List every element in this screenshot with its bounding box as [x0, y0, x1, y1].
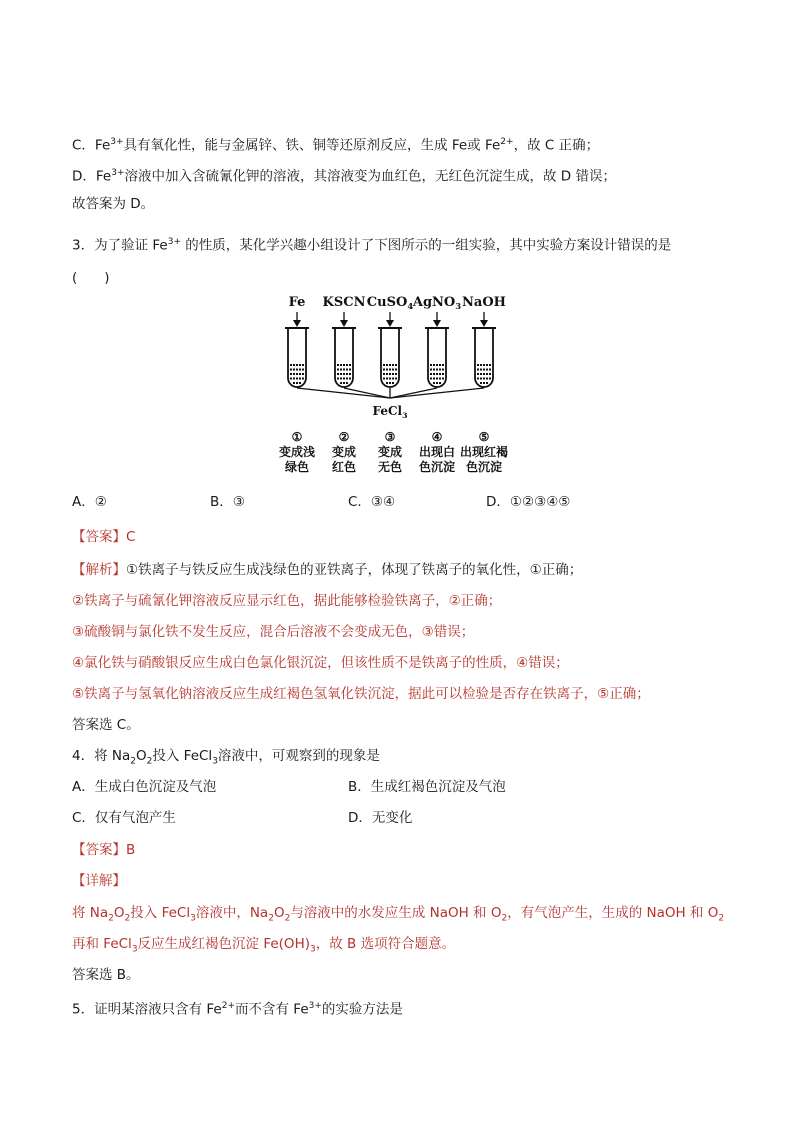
liquid-dot [290, 369, 292, 371]
liquid-dot [477, 369, 479, 371]
liquid-dot [486, 382, 488, 384]
superscript: 3+ [110, 137, 124, 147]
liquid-dot [302, 364, 304, 366]
text: ，故 B 选项符合题意。 [315, 936, 456, 952]
liquid-dot [442, 378, 444, 380]
liquid-dot [299, 382, 301, 384]
liquid-dot [436, 382, 438, 384]
liquid-dot [343, 382, 345, 384]
liquid-dot [346, 378, 348, 380]
answer-conclusion-4: 答案选 B。 [72, 967, 140, 983]
liquid-dot [433, 373, 435, 375]
liquid-dot [346, 369, 348, 371]
liquid-dot [395, 369, 397, 371]
text: 3．为了验证 Fe [72, 237, 168, 254]
liquid-dot [296, 378, 298, 380]
liquid-dot [343, 378, 345, 380]
subscript: 2 [501, 913, 508, 924]
liquid-dot [299, 373, 301, 375]
liquid-dot [480, 378, 482, 380]
liquid-dot [486, 373, 488, 375]
text: 5．证明某溶液只含有 Fe [72, 1001, 222, 1018]
explanation-3-line-5: ⑤铁离子与氢氧化钠溶液反应生成红褐色氢氧化铁沉淀，据此可以检验是否存在铁离子，⑤正确； [72, 686, 650, 702]
liquid-dot [392, 382, 394, 384]
liquid-dot [486, 378, 488, 380]
text: C．Fe [72, 137, 111, 154]
observation-line-2: 绿色 [284, 460, 310, 474]
dropper-arrow [386, 320, 394, 327]
liquid-dot [439, 378, 441, 380]
liquid-dot [483, 378, 485, 380]
option-c: C．③④ [348, 494, 396, 510]
liquid-dot [483, 369, 485, 371]
explanation-3-line-4: ④氯化铁与硝酸银反应生成白色氯化银沉淀，但该性质不是铁离子的性质，④错误； [72, 655, 569, 671]
liquid-dot [483, 382, 485, 384]
liquid-dot [346, 382, 348, 384]
subscript: 3 [131, 944, 138, 955]
liquid-dot [302, 369, 304, 371]
liquid-dot [436, 369, 438, 371]
subscript: 2 [718, 913, 725, 924]
text: 反应生成红褐色沉淀 Fe(OH) [137, 936, 310, 952]
liquid-dot [480, 373, 482, 375]
observation-line-1: 变成 [377, 445, 403, 459]
superscript: 3+ [111, 168, 125, 178]
liquid-dot [343, 369, 345, 371]
liquid-dot [392, 378, 394, 380]
connector-line [390, 388, 437, 398]
q4-option-c: C．仅有气泡产生 [72, 810, 176, 826]
liquid-dot [395, 378, 397, 380]
q4-option-a: A．生成白色沉淀及气泡 [72, 779, 217, 795]
dropper-arrow [340, 320, 348, 327]
subscript: 3 [212, 756, 218, 767]
liquid-dot [383, 378, 385, 380]
subscript: 3 [190, 913, 196, 924]
liquid-dot [293, 369, 295, 371]
liquid-dot [486, 369, 488, 371]
liquid-dot [349, 364, 351, 366]
answer-conclusion-3: 答案选 C。 [72, 717, 140, 733]
liquid-dot [349, 373, 351, 375]
explanation-3-line-3: ③硫酸铜与氯化铁不发生反应，混合后溶液不会变成无色，③错误； [72, 624, 475, 640]
experiment-number: ⑤ [478, 430, 490, 444]
reagent-label: CuSO$_4$ [366, 295, 414, 311]
liquid-dot [477, 364, 479, 366]
liquid-dot [337, 364, 339, 366]
liquid-dot [383, 373, 385, 375]
liquid-dot [299, 369, 301, 371]
liquid-dot [343, 364, 345, 366]
liquid-dot [483, 364, 485, 366]
answer-conclusion-2: 故答案为 D。 [72, 196, 155, 212]
liquid-dot [439, 369, 441, 371]
observation-line-2: 红色 [331, 460, 357, 474]
liquid-dot [386, 373, 388, 375]
option-a: A．② [72, 494, 107, 510]
option-d: D．①②③④⑤ [486, 494, 571, 510]
option-b: B．③ [210, 494, 245, 510]
connector-line [390, 388, 484, 398]
liquid-dot [489, 373, 491, 375]
liquid-dot [480, 369, 482, 371]
liquid-dot [386, 364, 388, 366]
liquid-dot [346, 364, 348, 366]
explanation-label: 【解析】 [72, 562, 126, 578]
liquid-dot [290, 373, 292, 375]
text: O [113, 905, 125, 921]
text: 溶液中加入含硫氰化钾的溶液，其溶液变为血红色，无红色沉淀生成，故 D 错误； [124, 168, 616, 185]
text: 的性质，某化学兴趣小组设计了下图所示的一组实验，其中实验方案设计错误的是 [181, 237, 672, 254]
liquid-dot [389, 369, 391, 371]
liquid-dot [389, 373, 391, 375]
liquid-dot [395, 364, 397, 366]
text: O [136, 748, 147, 764]
observation-line-1: 变成 [331, 445, 357, 459]
observation-line-2: 色沉淀 [465, 460, 503, 474]
liquid-dot [477, 373, 479, 375]
liquid-dot [389, 382, 391, 384]
question-4 [72, 746, 380, 772]
liquid-dot [337, 369, 339, 371]
answer-line-c [72, 132, 599, 156]
answer-label-4: 【答案】B [72, 842, 136, 858]
liquid-dot [442, 364, 444, 366]
text: 溶液中，可观察到的现象是 [217, 748, 380, 764]
liquid-dot [392, 364, 394, 366]
liquid-dot [340, 369, 342, 371]
liquid-dot [340, 382, 342, 384]
text: 而不含有 Fe [235, 1001, 309, 1018]
reagent-label: Fe [288, 295, 306, 310]
text: 与溶液中的水发应生成 NaOH 和 O [290, 905, 502, 921]
liquid-dot [293, 378, 295, 380]
reagent-label: AgNO$_3$ [412, 295, 462, 311]
liquid-dot [293, 364, 295, 366]
liquid-dot [340, 373, 342, 375]
dropper-arrow [480, 320, 488, 327]
dropper-arrow [433, 320, 441, 327]
liquid-dot [395, 373, 397, 375]
liquid-dot [480, 382, 482, 384]
explanation-3-line-2: ②铁离子与硫氰化钾溶液反应显示红色，据此能够检验铁离子，②正确； [72, 593, 502, 609]
reagent-label: KSCN [322, 295, 366, 310]
liquid-dot [386, 378, 388, 380]
text: 将 Na [72, 905, 109, 921]
question-3 [72, 232, 671, 256]
text: D．Fe [72, 168, 112, 185]
liquid-dot [346, 373, 348, 375]
liquid-dot [389, 378, 391, 380]
liquid-dot [349, 378, 351, 380]
liquid-dot [383, 369, 385, 371]
dropper-arrow [293, 320, 301, 327]
liquid-dot [480, 364, 482, 366]
text: 4．将 Na [72, 748, 131, 764]
liquid-dot [299, 378, 301, 380]
liquid-dot [296, 364, 298, 366]
liquid-dot [302, 378, 304, 380]
explanation-3-line-1 [72, 560, 582, 580]
subscript: 2 [124, 913, 131, 924]
experiment-number: ④ [431, 430, 443, 444]
superscript: 3+ [308, 1001, 322, 1011]
explanation-4-line-2 [72, 934, 455, 960]
superscript: 2+ [500, 137, 514, 147]
text: ①铁离子与铁反应生成浅绿色的亚铁离子，体现了铁离子的氧化性，①正确； [126, 562, 583, 578]
liquid-dot [489, 369, 491, 371]
observation-line-2: 色沉淀 [418, 460, 456, 474]
liquid-dot [489, 378, 491, 380]
observation-line-1: 变成浅 [278, 445, 316, 459]
liquid-dot [299, 364, 301, 366]
liquid-dot [296, 369, 298, 371]
liquid-dot [340, 364, 342, 366]
liquid-dot [293, 373, 295, 375]
experiment-number: ① [291, 430, 303, 444]
observation-line-1: 出现白 [418, 445, 456, 459]
observation-line-2: 无色 [377, 460, 403, 474]
liquid-dot [433, 378, 435, 380]
text: 再和 FeCl [72, 936, 132, 952]
liquid-dot [439, 382, 441, 384]
liquid-dot [386, 369, 388, 371]
liquid-dot [430, 373, 432, 375]
liquid-dot [442, 369, 444, 371]
liquid-dot [296, 373, 298, 375]
text: ，故 C 正确； [513, 137, 600, 154]
text: ，有气泡产生，生成的 NaOH 和 O [507, 905, 719, 921]
observation-line-1: 出现红褐 [459, 445, 509, 459]
center-solution-label: FeCl$_3$ [372, 404, 408, 420]
liquid-dot [302, 373, 304, 375]
subscript: 2 [268, 913, 274, 924]
text: O [273, 905, 285, 921]
detail-label-4: 【详解】 [72, 873, 126, 889]
text: 的实验方法是 [321, 1001, 403, 1018]
answer-line-d [72, 163, 616, 187]
liquid-dot [430, 378, 432, 380]
superscript: 2+ [221, 1001, 235, 1011]
experiment-number: ② [338, 430, 350, 444]
liquid-dot [293, 382, 295, 384]
subscript: 2 [108, 913, 114, 924]
liquid-dot [389, 364, 391, 366]
explanation-4-line-1 [72, 903, 724, 929]
q4-option-b: B．生成红褐色沉淀及气泡 [348, 779, 506, 795]
text: 投入 FeCl [130, 905, 191, 921]
liquid-dot [392, 373, 394, 375]
q4-option-d: D．无变化 [348, 810, 413, 826]
subscript: 2 [146, 756, 153, 767]
subscript: 2 [130, 756, 136, 767]
liquid-dot [430, 364, 432, 366]
reagent-label: NaOH [462, 295, 506, 310]
connector-line [344, 388, 390, 398]
liquid-dot [296, 382, 298, 384]
liquid-dot [436, 364, 438, 366]
liquid-dot [436, 373, 438, 375]
liquid-dot [436, 378, 438, 380]
liquid-dot [442, 373, 444, 375]
liquid-dot [340, 378, 342, 380]
liquid-dot [337, 373, 339, 375]
subscript: 3 [309, 944, 316, 955]
text: 投入 FeCl [152, 748, 213, 764]
liquid-dot [489, 364, 491, 366]
liquid-dot [433, 364, 435, 366]
liquid-dot [483, 373, 485, 375]
connector-line [297, 388, 390, 398]
liquid-dot [349, 369, 351, 371]
liquid-dot [343, 373, 345, 375]
liquid-dot [433, 369, 435, 371]
subscript: 2 [284, 913, 291, 924]
liquid-dot [383, 364, 385, 366]
superscript: 3+ [167, 237, 181, 247]
liquid-dot [439, 373, 441, 375]
liquid-dot [477, 378, 479, 380]
experiment-figure [262, 290, 532, 480]
question-5 [72, 996, 403, 1020]
liquid-dot [392, 369, 394, 371]
liquid-dot [337, 378, 339, 380]
liquid-dot [290, 364, 292, 366]
liquid-dot [433, 382, 435, 384]
answer-label-3: 【答案】C [72, 529, 136, 545]
liquid-dot [290, 378, 292, 380]
liquid-dot [386, 382, 388, 384]
liquid-dot [439, 364, 441, 366]
experiment-number: ③ [384, 430, 396, 444]
liquid-dot [430, 369, 432, 371]
text: 具有氧化性，能与金属锌、铁、铜等还原剂反应，生成 Fe或 Fe [123, 137, 501, 154]
liquid-dot [486, 364, 488, 366]
text: 溶液中，Na [195, 905, 269, 921]
question-3-paren: ( ) [72, 270, 110, 286]
